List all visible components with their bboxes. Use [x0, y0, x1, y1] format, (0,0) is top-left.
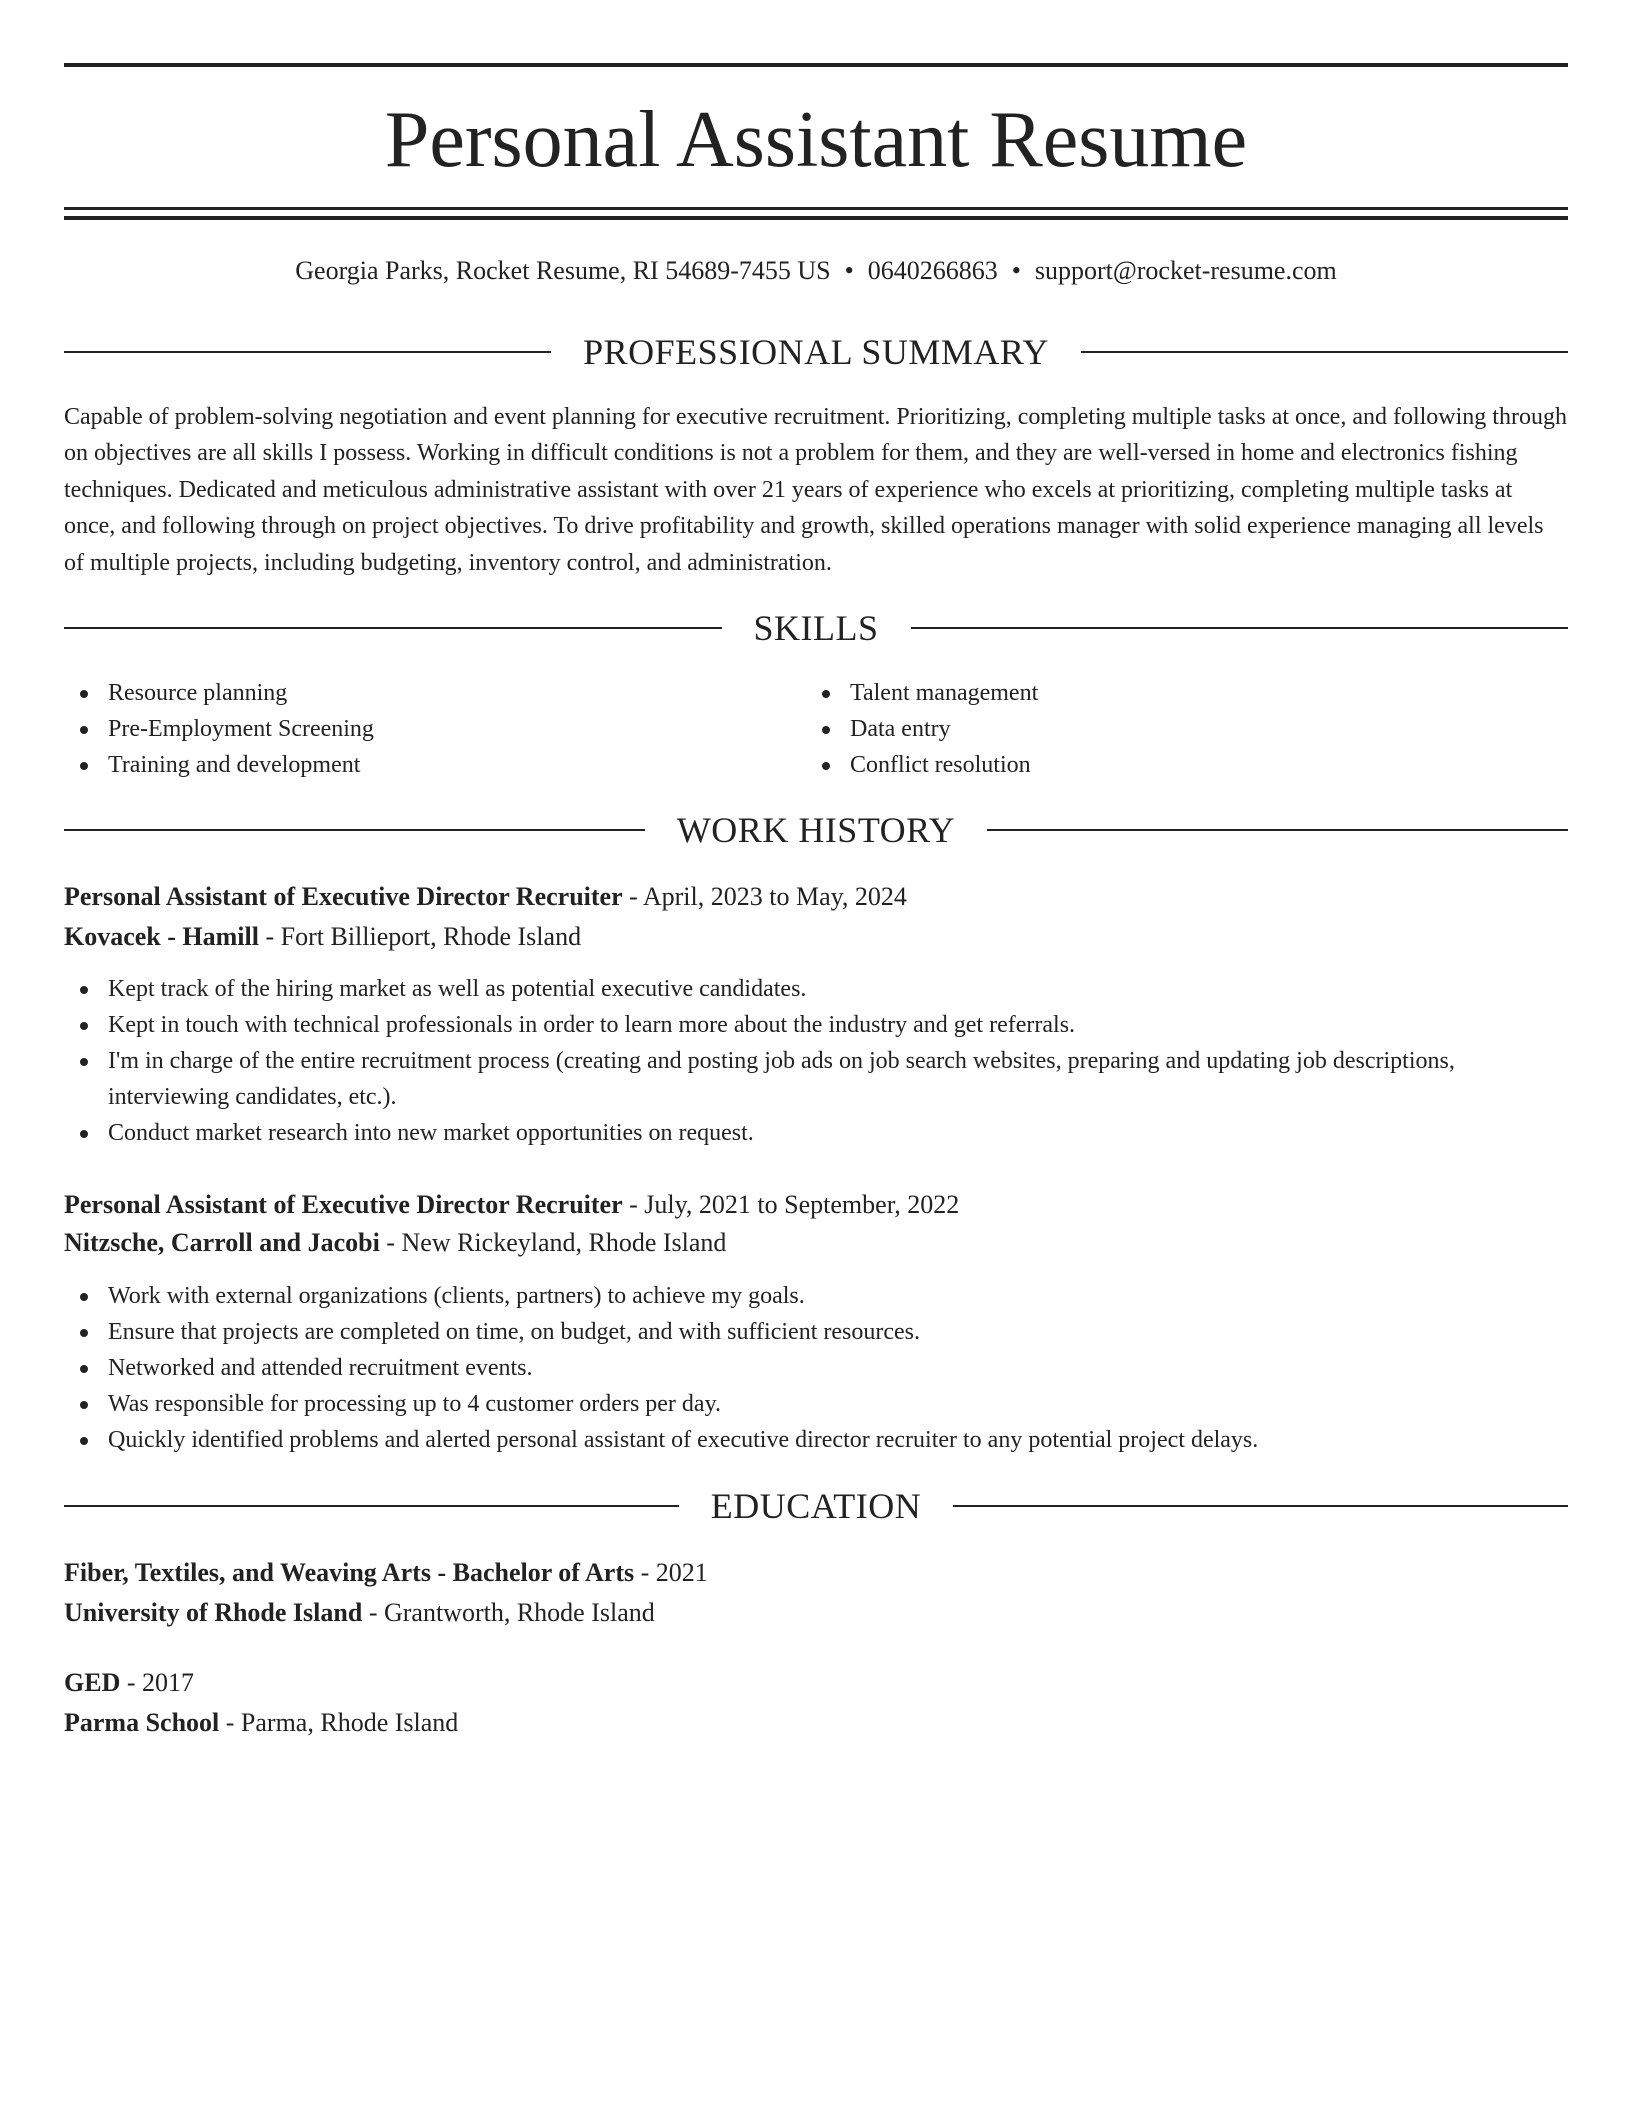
summary-heading-label: PROFESSIONAL SUMMARY: [583, 332, 1049, 372]
skill-item: Talent management: [806, 675, 1548, 711]
school-line: [64, 1704, 1568, 1742]
heading-rule: [64, 829, 645, 831]
job-bullets: [64, 971, 1568, 1151]
job-bullet: I'm in charge of the entire recruitment process (creating and posting job ads on job search websites, preparing and updating job descriptions, interviewing candidates, etc.).: [64, 1043, 1568, 1115]
job-bullets: [64, 1278, 1568, 1458]
contact-separator: •: [1011, 256, 1021, 285]
job-company: Nitzsche, Carroll and Jacobi: [64, 1228, 380, 1257]
contact-address: Georgia Parks, Rocket Resume, RI 54689-7455 US: [295, 256, 831, 285]
school-location: - Parma, Rhode Island: [219, 1708, 459, 1737]
job-bullet: Kept track of the hiring market as well as potential executive candidates.: [64, 971, 1568, 1007]
summary-heading: [64, 330, 1568, 374]
skills-heading-label: SKILLS: [753, 608, 879, 648]
job-dates: - April, 2023 to May, 2024: [622, 882, 907, 911]
skill-item: Training and development: [64, 747, 806, 783]
degree-year: - 2017: [120, 1668, 195, 1697]
work-heading-label: WORK HISTORY: [676, 810, 956, 850]
job-bullet: Quickly identified problems and alerted personal assistant of executive director recruiter to any potential project delays.: [64, 1422, 1568, 1458]
degree-name: Fiber, Textiles, and Weaving Arts - Bachelor of Arts: [64, 1558, 635, 1587]
contact-phone: 0640266863: [867, 256, 998, 285]
contact-email: support@rocket-resume.com: [1034, 256, 1337, 285]
heading-rule: [987, 829, 1568, 831]
skill-item: Conflict resolution: [806, 747, 1548, 783]
school-line: [64, 1594, 1568, 1632]
heading-rule: [64, 351, 551, 353]
skill-item: Pre-Employment Screening: [64, 711, 806, 747]
degree-line: [64, 1554, 1568, 1592]
skills-heading: [64, 606, 1568, 650]
contact-separator: •: [844, 256, 854, 285]
education-heading: [64, 1484, 1568, 1528]
school-name: Parma School: [64, 1708, 220, 1737]
job-company-line: [64, 918, 1568, 956]
top-rule: [64, 63, 1568, 67]
work-heading: [64, 808, 1568, 852]
skills-column-left: [64, 675, 806, 783]
degree-year: - 2021: [634, 1558, 708, 1587]
contact-line: [64, 253, 1568, 289]
degree-line: [64, 1664, 1568, 1702]
job-company-line: [64, 1224, 1568, 1262]
job-title-line: [64, 878, 1568, 916]
heading-rule: [64, 627, 722, 629]
job-bullet: Networked and attended recruitment events.: [64, 1350, 1568, 1386]
degree-name: GED: [64, 1668, 121, 1697]
heading-rule: [64, 1505, 679, 1507]
job-bullet: Kept in touch with technical professionals in order to learn more about the industry and get referrals.: [64, 1007, 1568, 1043]
job-title: Personal Assistant of Executive Director Recruiter: [64, 1190, 623, 1219]
job-title-line: [64, 1186, 1568, 1224]
job-bullet: Ensure that projects are completed on time, on budget, and with sufficient resources.: [64, 1314, 1568, 1350]
job-title: Personal Assistant of Executive Director Recruiter: [64, 882, 623, 911]
summary-text: Capable of problem-solving negotiation and event planning for executive recruitment. Prioritizing, completing multiple tasks at once, and following through on objectives are all skills I possess. Working in difficult conditions is not a problem for them, and they are well-versed in home and electronics fishing techniques. Dedicated and meticulous administrative assistant with over 21 years of experience who excels at prioritizing, completing multiple tasks at once, and following through on project objectives. To drive profitability and growth, skilled operations manager with solid experience managing all levels of multiple projects, including budgeting, inventory control, and administration.: [64, 404, 1567, 576]
heading-rule: [911, 627, 1569, 629]
heading-rule: [953, 1505, 1568, 1507]
skill-item: Data entry: [806, 711, 1548, 747]
job-dates: - July, 2021 to September, 2022: [622, 1190, 960, 1219]
heading-rule: [1081, 351, 1568, 353]
job-bullet: Work with external organizations (clients, partners) to achieve my goals.: [64, 1278, 1568, 1314]
job-location: - Fort Billieport, Rhode Island: [258, 922, 582, 951]
job-location: - New Rickeyland, Rhode Island: [379, 1228, 727, 1257]
school-name: University of Rhode Island: [64, 1598, 363, 1627]
school-location: - Grantworth, Rhode Island: [362, 1598, 655, 1627]
skills-column-right: [806, 675, 1548, 783]
job-bullet: Conduct market research into new market opportunities on request.: [64, 1115, 1568, 1151]
resume-title: Personal Assistant Resume: [384, 96, 1248, 184]
title-double-rule: [64, 207, 1568, 220]
skills-list: [64, 675, 1568, 783]
education-heading-label: EDUCATION: [710, 1486, 922, 1526]
skill-item: Resource planning: [64, 675, 806, 711]
job-bullet: Was responsible for processing up to 4 customer orders per day.: [64, 1386, 1568, 1422]
job-company: Kovacek - Hamill: [64, 922, 259, 951]
